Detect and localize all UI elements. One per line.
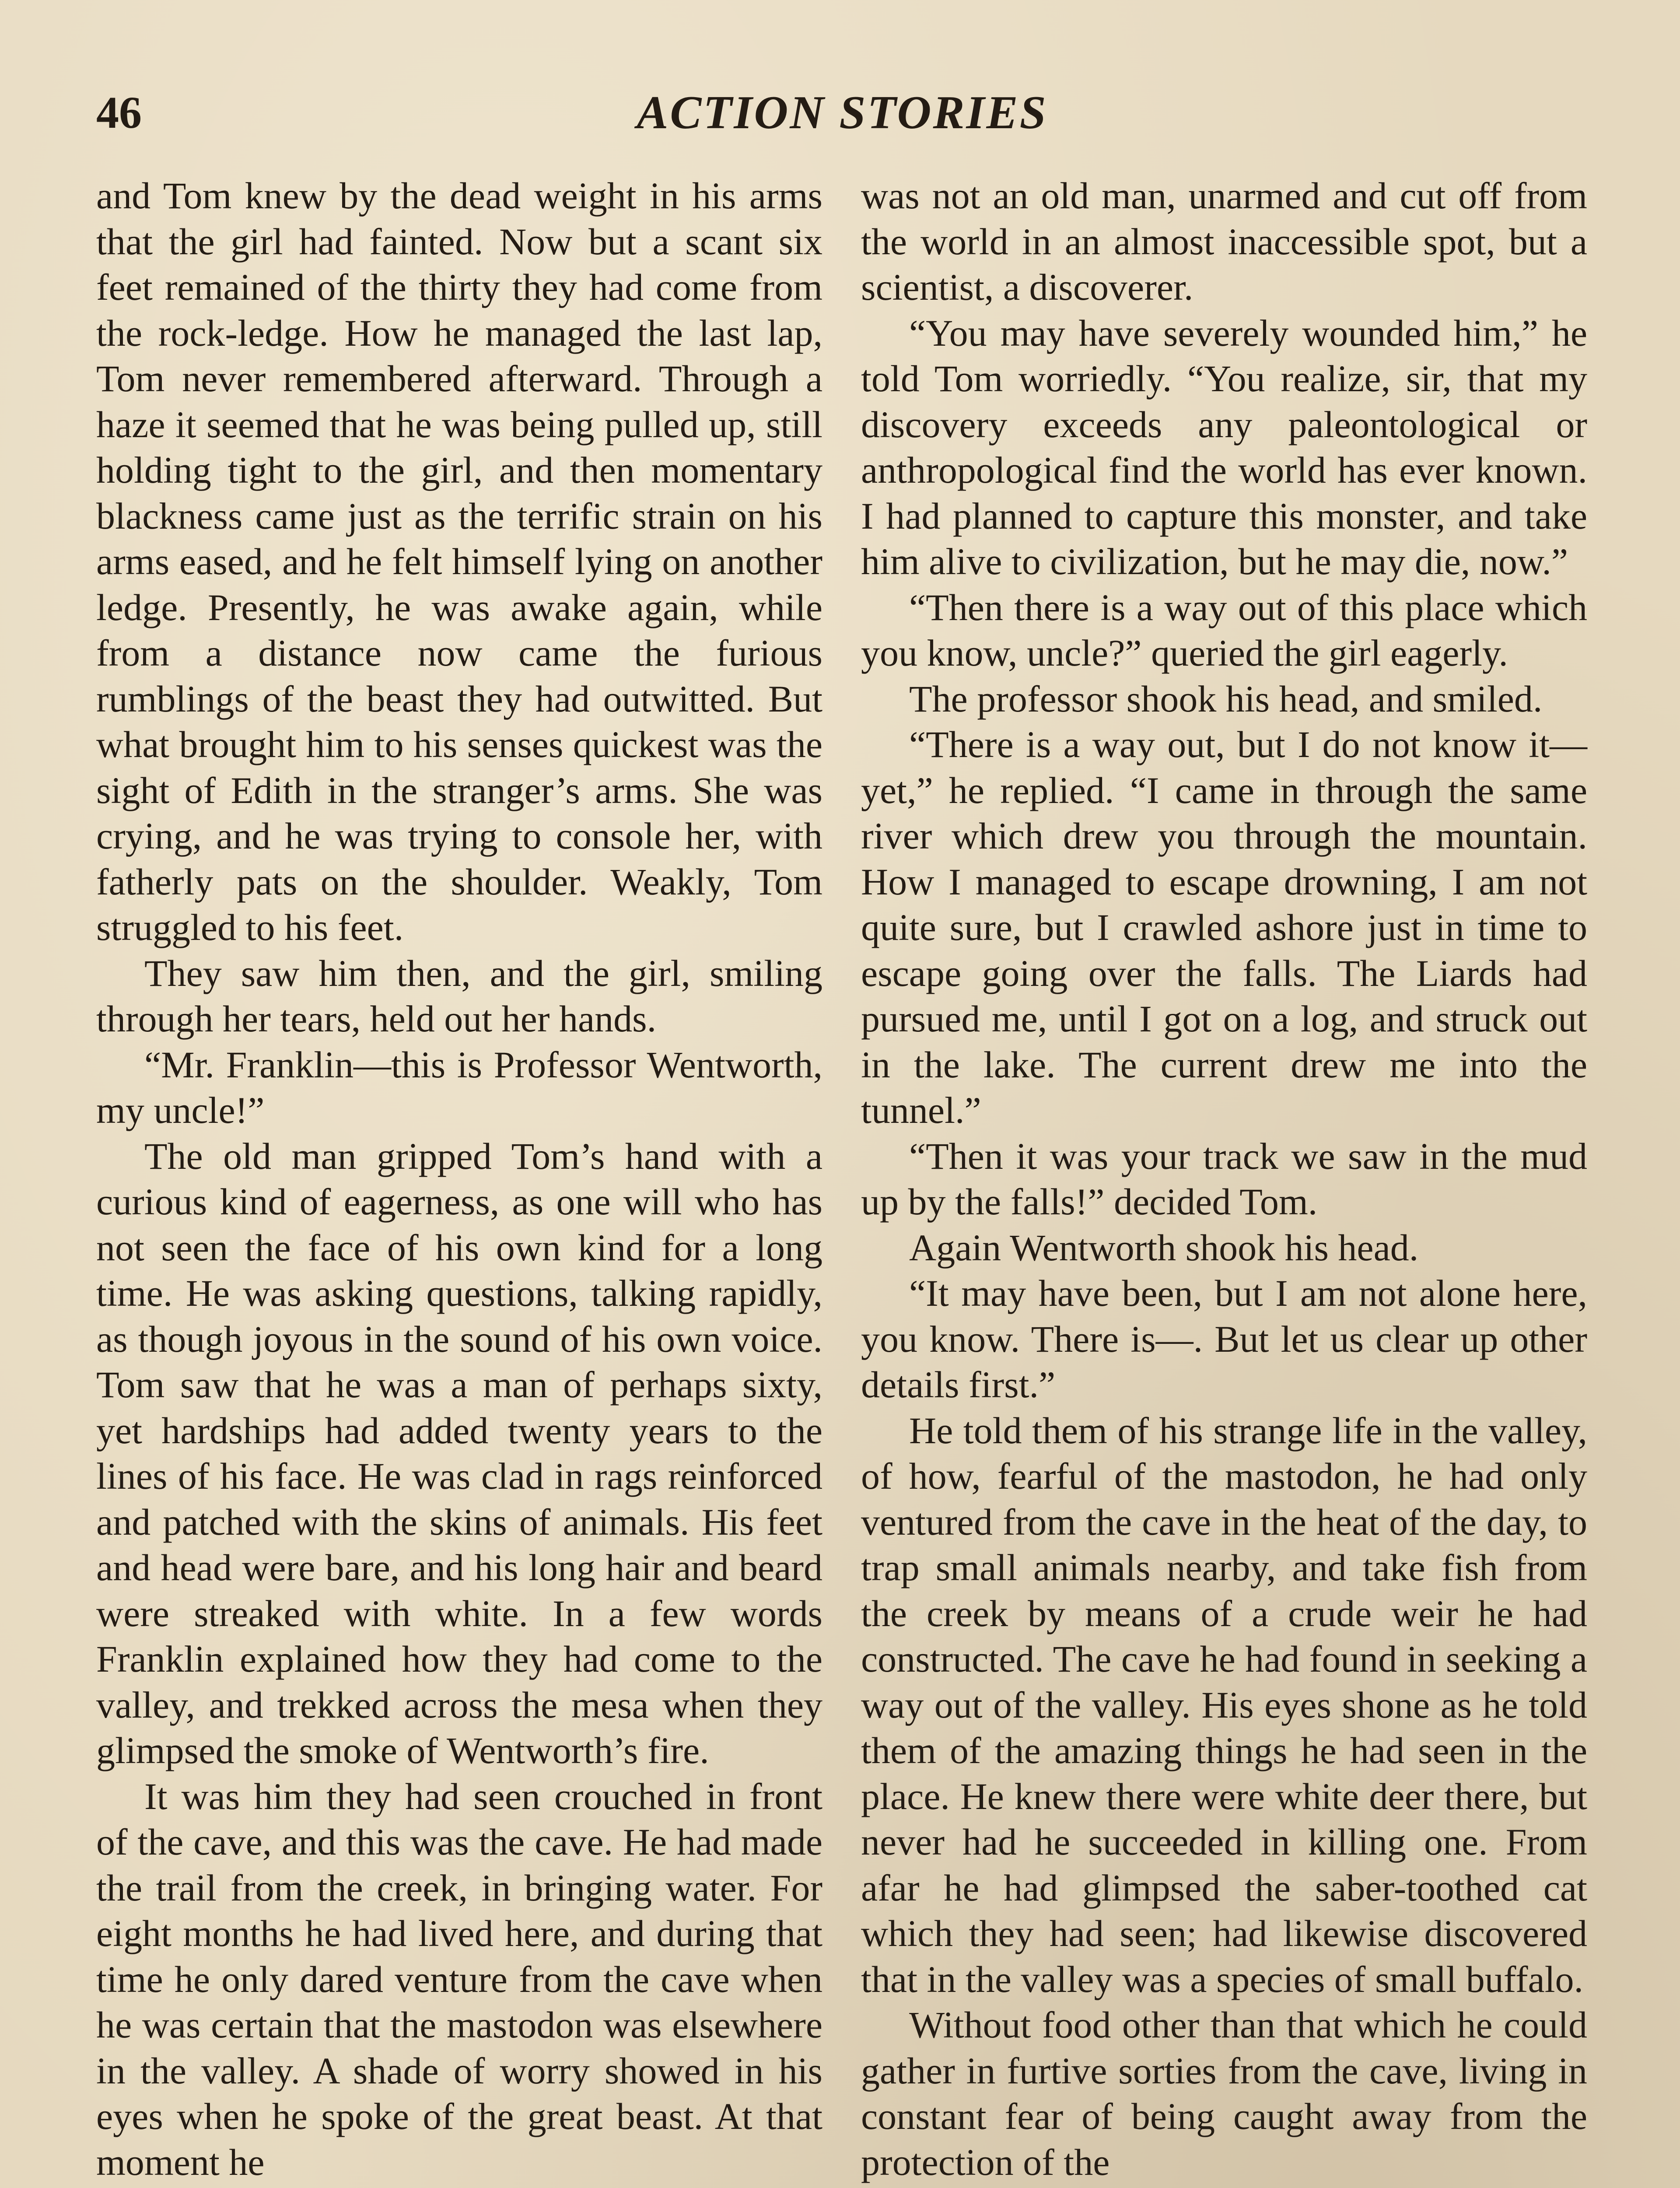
paragraph: Without food other than that which he could gather in furtive sorties from the cave, living in constant fear of being caught away from the protection of the [861,2004,1587,2183]
paragraph: Again Wentworth shook his head. [909,1226,1419,1269]
page-number: 46 [96,88,142,138]
paragraph: “Then it was your track we saw in the mud up by the falls!” decided Tom. [861,1135,1587,1223]
paragraph: “You may have severely wounded him,” he told Tom worriedly. “You realize, sir, that my discovery exceeds any paleontological or anthropological find the world has ever known. I had planned to capture this monster, and take him alive to civilization, but he may die, now.” [861,312,1587,582]
left-column [96,173,822,2185]
paragraph: was not an old man, unarmed and cut off from the world in an almost inaccessible spot, but a scientist, a discoverer. [861,175,1587,308]
running-title: ACTION STORIES [637,87,1048,139]
paragraph: “Mr. Franklin—this is Professor Wentworth, my uncle!” [96,1043,822,1131]
paragraph: “There is a way out, but I do not know it—yet,” he replied. “I came in through the same river which drew you through the mountain. How I managed to escape drowning, I am not quite sure, but I crawled ashore just in time to escape going over the falls. The Liards had pursued me, until I got on a log, and struck out in the lake. The current drew me into the tunnel.” [861,723,1587,1131]
paragraph: It was him they had seen crouched in front of the cave, and this was the cave. He had made the trail from the creek, in bringing water. For eight months he had lived here, and during that time he only dared venture from the cave when he was certain that the mastodon was elsewhere in the valley. A shade of worry showed in his eyes when he spoke of the great beast. At that moment he [96,1775,822,2183]
paragraph: “It may have been, but I am not alone here, you know. There is—. But let us clear up other details first.” [861,1272,1587,1406]
paragraph: and Tom knew by the dead weight in his arms that the girl had fainted. Now but a scant six feet remained of the thirty they had come from the rock-ledge. How he managed the last lap, Tom never remembered afterward. Through a haze it seemed that he was being pulled up, still holding tight to the girl, and then momentary blackness came just as the terrific strain on his arms eased, and he felt himself lying on another ledge. Presently, he was awake again, while from a distance now came the furious rumblings of the beast they had outwitted. But what brought him to his senses quickest was the sight of Edith in the stranger’s arms. She was crying, and he was trying to console her, with fatherly pats on the shoulder. Weakly, Tom struggled to his feet. [96,175,822,948]
paragraph: The old man gripped Tom’s hand with a curious kind of eagerness, as one will who has not seen the face of his own kind for a long time. He was asking questions, talking rapidly, as though joyous in the sound of his own voice. Tom saw that he was a man of perhaps sixty, yet hardships had added twenty years to the lines of his face. He was clad in rags reinforced and patched with the skins of animals. His feet and head were bare, and his long hair and beard were streaked with white. In a few words Franklin explained how they had come to the valley, and trekked across the mesa when they glimpsed the smoke of Wentworth’s fire. [96,1135,822,1771]
paragraph: The professor shook his head, and smiled. [909,677,1543,720]
right-column [861,173,1587,2185]
paragraph: They saw him then, and the girl, smiling through her tears, held out her hands. [96,952,822,1040]
paragraph: “Then there is a way out of this place which you know, uncle?” queried the girl eagerly. [861,586,1587,674]
page-header [96,79,1588,149]
paragraph: He told them of his strange life in the valley, of how, fearful of the mastodon, he had only ventured from the cave in the heat of the day, to trap small animals nearby, and take fish from the creek by means of a crude weir he had constructed. The cave he had found in seeking a way out of the valley. His eyes shone as he told them of the amazing things he had seen in the place. He knew there were white deer there, but never had he succeeded in killing one. From afar he had glimpsed the saber-toothed cat which they had seen; had likewise discovered that in the valley was a species of small buffalo. [861,1409,1587,2000]
